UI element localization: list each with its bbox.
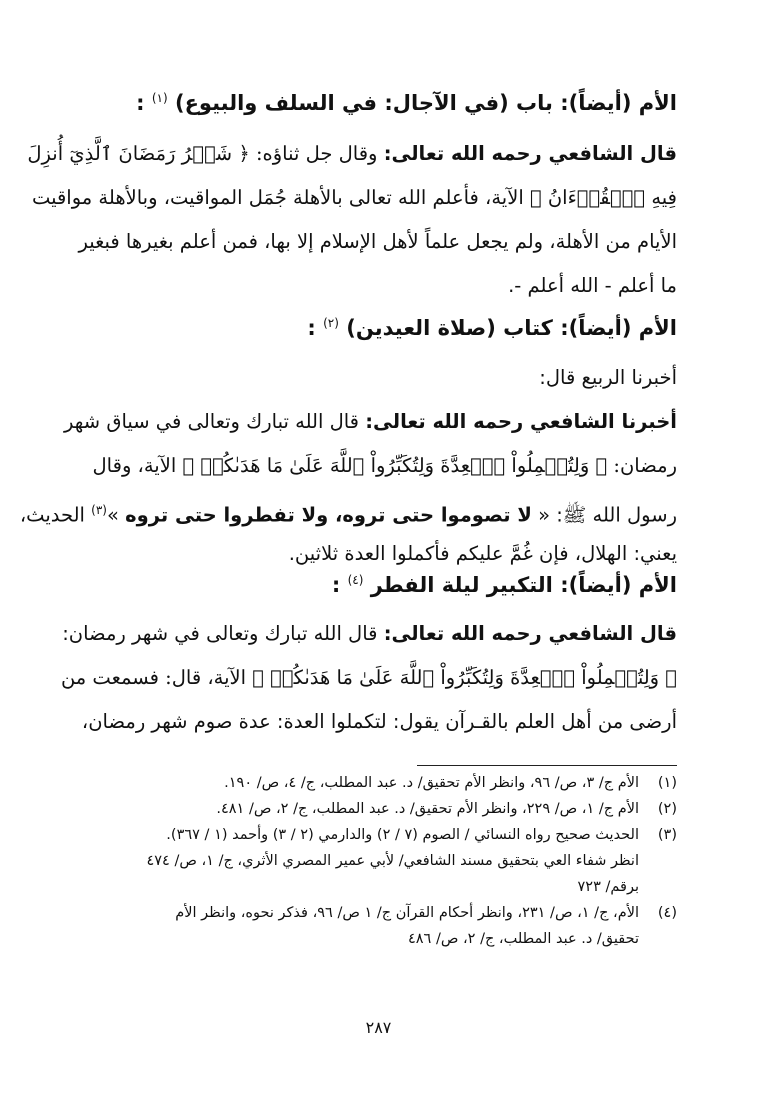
footnote-line: انظر شفاء العي بتحقيق مسند الشافعي/ لأبي عمير المصري الأثري، ج/ ١، ص/ ٤٧٤	[146, 853, 639, 869]
footnote-number: (٢)	[657, 801, 677, 817]
paragraph-4-line-2: ﴿ وَلِتُكۡمِلُواْ ٱلۡعِدَّةَ وَلِتُكَبِّرُواْ ٱللَّهَ عَلَىٰ مَا هَدَىٰكُمۡ ﴾ الآية، قال: فسمعت من	[60, 666, 677, 689]
speaker-label: قال الشافعي رحمه الله تعالى:	[383, 622, 677, 645]
speaker-label: أخبرنا الشافعي رحمه الله تعالى:	[365, 410, 677, 433]
heading-1-text: الأم (أيضاً): باب (في الآجال: في السلف والبيوع)	[174, 91, 677, 115]
footnote-1	[58, 770, 677, 796]
footnote-number: (٣)	[657, 827, 677, 843]
footnote-line: الأم ج/ ٣، ص/ ٩٦، وانظر الأم تحقيق/ د. عبد المطلب، ج/ ٤، ص/ ١٩٠.	[224, 775, 639, 791]
heading-1-colon: :	[136, 91, 145, 115]
heading-2-colon: :	[307, 316, 316, 340]
hadith-close-quote: »	[106, 503, 126, 527]
paragraph-2-line-1: أخبرنا الربيع قال:	[539, 366, 677, 389]
paragraph-1	[27, 132, 677, 308]
heading-3-text: الأم (أيضاً): التكبير ليلة الفطر	[370, 573, 677, 597]
heading-2-text: الأم (أيضاً): كتاب (صلاة العيدين)	[346, 316, 677, 340]
footnote-3	[58, 822, 677, 900]
footnote-line: برقم/ ٧٢٣	[577, 879, 639, 895]
paragraph-3-line-4: يعني: الهلال، فإن غُمَّ عليكم فأكملوا العدة ثلاثين.	[288, 542, 677, 565]
paragraph-3-line-1	[60, 400, 677, 444]
section-heading-2	[60, 317, 677, 339]
footnote-number: (١)	[657, 775, 677, 791]
heading-2-footnote-ref: (٢)	[323, 316, 339, 330]
footnote-line: الحديث صحيح رواه النسائي / الصوم (٧ / ٢) والدارمي (٢ / ٣) وأحمد (١ / ٣٦٧).	[166, 827, 639, 843]
heading-3-footnote-ref: (٤)	[347, 573, 364, 587]
paragraph-3-line-1-text: قال الله تبارك وتعالى في سياق شهر	[64, 410, 366, 433]
footnote-2	[58, 796, 677, 822]
speaker-label: قال الشافعي رحمه الله تعالى:	[383, 142, 677, 165]
footnote-line: الأم، ج/ ١، ص/ ٢٣١، وانظر أحكام القرآن ج/ ١ ص/ ٩٦، فذكر نحوه، وانظر الأم	[175, 905, 639, 921]
paragraph-1-line-3: الأيام من الأهلة، ولم يجعل علماً لأهل الإسلام إلا بها، فمن أعلم بغيرها فبغير	[78, 230, 677, 253]
page-number: ٢٨٧	[365, 1018, 392, 1037]
hadith-tail: الحديث،	[19, 503, 92, 527]
paragraph-3-line-2: رمضان: ﴿ وَلِتُكۡمِلُواْ ٱلۡعِدَّةَ وَلِتُكَبِّرُواْ ٱللَّهَ عَلَىٰ مَا هَدَىٰكُمۡ ﴾ الآية، وقال	[92, 454, 677, 477]
paragraph-4	[60, 612, 677, 744]
section-heading-3	[60, 574, 677, 596]
heading-1-footnote-ref: (١)	[151, 91, 168, 105]
footnote-4	[58, 900, 677, 952]
hadith-footnote-ref: (٣)	[91, 503, 107, 517]
footnote-line: الأم ج/ ١، ص/ ٢٢٩، وانظر الأم تحقيق/ د. عبد المطلب، ج/ ٢، ص/ ٤٨١.	[216, 801, 639, 817]
paragraph-1-line-4: ما أعلم - الله أعلم -.	[508, 274, 677, 297]
paragraph-1-line-1	[27, 132, 677, 176]
hadith-intro: رسول الله ﷺ: «	[531, 503, 677, 527]
paragraph-1-line-2: فِيهِ ٱلۡقُرۡءَانُ ﴾ الآية، فأعلم الله تعالى بالأهلة جُمَل المواقيت، وبالأهلة مواقيت	[31, 186, 677, 209]
footnotes	[58, 770, 677, 952]
paragraph-4-line-1	[60, 612, 677, 656]
paragraph-3-line-3	[19, 488, 677, 532]
footnote-separator	[417, 765, 677, 766]
paragraph-1-line-1-text: وقال جل ثناؤه: ﴿ شَهۡرُ رَمَضَانَ ٱلَّذِيٓ أُنزِلَ	[27, 142, 384, 165]
heading-3-colon: :	[331, 573, 341, 597]
section-heading-1	[60, 92, 677, 114]
paragraph-3	[19, 400, 677, 576]
paragraph-4-line-1-text: قال الله تبارك وتعالى في شهر رمضان:	[62, 622, 384, 645]
paragraph-2	[60, 356, 677, 400]
hadith-text: لا تصوموا حتى تروه، ولا تفطروا حتى تروه	[125, 503, 532, 527]
footnote-line: تحقيق/ د. عبد المطلب، ج/ ٢، ص/ ٤٨٦	[407, 931, 639, 947]
paragraph-4-line-3: أرضى من أهل العلم بالقـرآن يقول: لتكملوا العدة: عدة صوم شهر رمضان،	[81, 710, 677, 733]
footnote-number: (٤)	[657, 905, 677, 921]
